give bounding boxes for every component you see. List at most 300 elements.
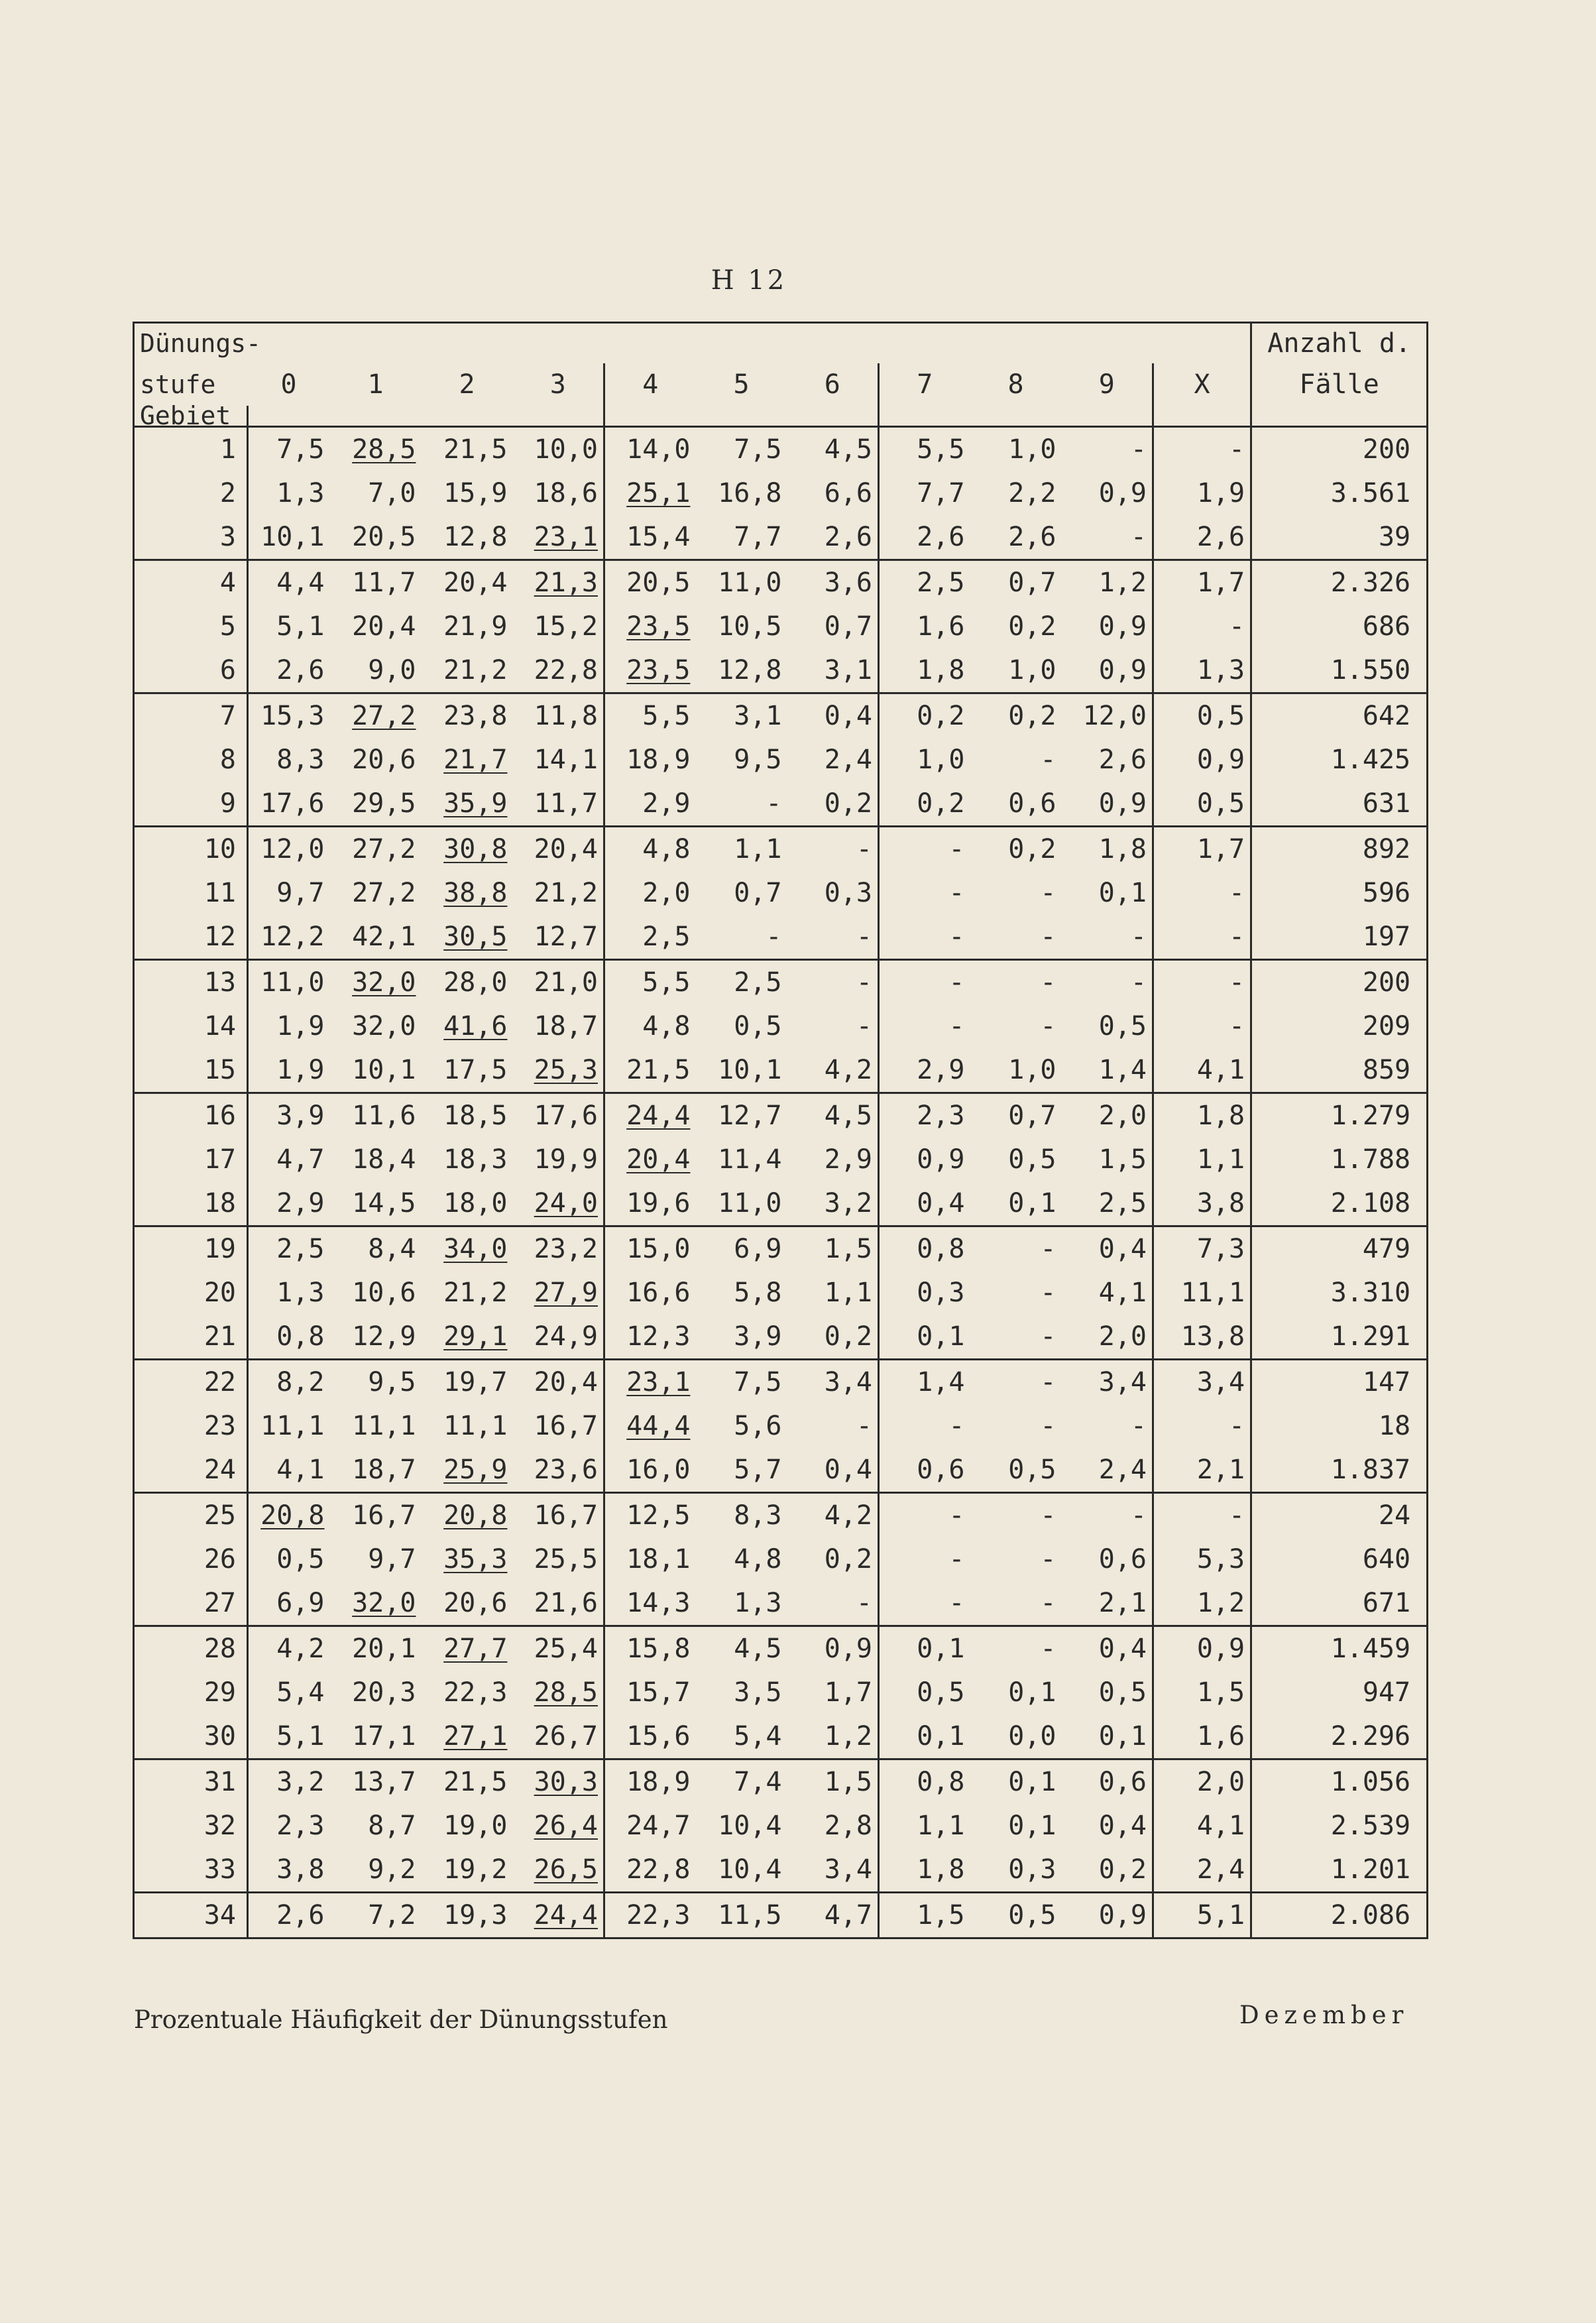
modal-value: 25,3 — [534, 1055, 598, 1085]
frequency-cell — [879, 1181, 970, 1226]
area-number: 1 — [134, 427, 248, 472]
value: 26,7 — [534, 1721, 598, 1752]
value: 21,5 — [443, 434, 508, 465]
value: 17,5 — [443, 1055, 508, 1085]
frequency-cell — [248, 1448, 330, 1493]
frequency-cell — [879, 1271, 970, 1315]
case-count: 3.310 — [1251, 1271, 1428, 1315]
value: 0,2 — [1098, 1854, 1147, 1885]
value: 0,2 — [917, 788, 965, 819]
value: - — [1130, 1500, 1147, 1531]
table-row — [134, 1360, 1428, 1405]
area-header-label: Gebiet — [134, 406, 248, 427]
frequency-cell — [970, 1404, 1062, 1448]
value: 11,4 — [718, 1144, 782, 1175]
value: - — [1229, 611, 1245, 642]
value: 0,5 — [1196, 788, 1245, 819]
value: 1,5 — [917, 1900, 965, 1931]
frequency-cell — [422, 1671, 513, 1714]
frequency-cell — [248, 871, 330, 915]
value: 2,5 — [642, 922, 691, 952]
frequency-cell — [248, 960, 330, 1005]
value: - — [856, 1011, 872, 1042]
value: 5,3 — [1196, 1544, 1245, 1575]
frequency-cell — [330, 1759, 422, 1805]
value: 21,2 — [443, 655, 508, 685]
value: 2,6 — [917, 522, 965, 552]
frequency-cell — [1153, 1181, 1251, 1226]
frequency-cell — [879, 915, 970, 960]
value: 5,1 — [1196, 1900, 1245, 1931]
frequency-cell — [970, 1893, 1062, 1938]
frequency-cell — [1153, 915, 1251, 960]
frequency-cell — [604, 1848, 696, 1893]
frequency-cell — [1062, 782, 1153, 827]
frequency-cell — [1062, 1893, 1153, 1938]
value: 5,5 — [642, 701, 691, 731]
frequency-cell — [696, 1048, 787, 1093]
value: 6,9 — [276, 1588, 325, 1618]
frequency-cell — [787, 605, 879, 648]
column-header: X — [1153, 363, 1251, 406]
frequency-cell — [787, 693, 879, 739]
value: 4,5 — [824, 1101, 872, 1131]
frequency-cell — [1153, 782, 1251, 827]
modal-value: 35,3 — [443, 1544, 508, 1575]
modal-value: 26,5 — [534, 1854, 598, 1885]
modal-value: 25,1 — [626, 478, 691, 508]
frequency-cell — [879, 1048, 970, 1093]
value: 2,9 — [276, 1188, 325, 1219]
table-row — [134, 605, 1428, 648]
value: 14,1 — [534, 745, 598, 775]
value: 0,9 — [1098, 1900, 1147, 1931]
frequency-cell — [970, 915, 1062, 960]
value: 12,7 — [718, 1101, 782, 1131]
value: 18,3 — [443, 1144, 508, 1175]
frequency-cell — [787, 515, 879, 560]
value: 12,8 — [718, 655, 782, 685]
value: 0,5 — [734, 1011, 782, 1042]
value: - — [1229, 1011, 1245, 1042]
frequency-cell — [970, 1581, 1062, 1626]
value: 2,1 — [1098, 1588, 1147, 1618]
frequency-cell — [787, 1226, 879, 1272]
frequency-cell — [787, 871, 879, 915]
value: 11,6 — [352, 1101, 416, 1131]
frequency-cell — [1062, 1671, 1153, 1714]
table-row — [134, 515, 1428, 560]
frequency-cell — [1153, 960, 1251, 1005]
frequency-cell — [604, 960, 696, 1005]
frequency-cell — [787, 1360, 879, 1405]
frequency-cell — [330, 605, 422, 648]
case-count: 596 — [1251, 871, 1428, 915]
frequency-cell — [696, 471, 787, 515]
value: 4,1 — [276, 1455, 325, 1485]
frequency-cell — [604, 1804, 696, 1848]
value: 5,8 — [734, 1278, 782, 1308]
frequency-cell — [696, 560, 787, 605]
value: 15,8 — [626, 1634, 691, 1664]
case-count: 640 — [1251, 1537, 1428, 1581]
value: 1,0 — [1008, 655, 1056, 685]
frequency-cell — [422, 560, 513, 605]
value: 3,1 — [824, 655, 872, 685]
frequency-cell — [330, 827, 422, 872]
frequency-cell — [604, 560, 696, 605]
table-row — [134, 1493, 1428, 1538]
value: 1,3 — [734, 1588, 782, 1618]
frequency-cell — [970, 1804, 1062, 1848]
frequency-cell — [1153, 1226, 1251, 1272]
value: 16,7 — [534, 1500, 598, 1531]
value: 0,1 — [1098, 878, 1147, 908]
table-row — [134, 1226, 1428, 1272]
frequency-cell — [1153, 515, 1251, 560]
table-caption: Prozentuale Häufigkeit der Dünungsstufen — [134, 2005, 668, 2034]
frequency-cell — [330, 1893, 422, 1938]
frequency-cell — [1153, 1626, 1251, 1671]
value: - — [1040, 1544, 1056, 1575]
area-number: 34 — [134, 1893, 248, 1938]
value: 0,5 — [1008, 1144, 1056, 1175]
area-number: 5 — [134, 605, 248, 648]
frequency-cell — [970, 1759, 1062, 1805]
value: 1,2 — [1196, 1588, 1245, 1618]
frequency-cell — [879, 827, 970, 872]
value: 29,5 — [352, 788, 416, 819]
value: 1,2 — [824, 1721, 872, 1752]
frequency-cell — [696, 827, 787, 872]
frequency-cell — [696, 1138, 787, 1181]
frequency-cell — [604, 1893, 696, 1938]
frequency-cell — [1062, 1271, 1153, 1315]
table-row — [134, 1759, 1428, 1805]
value: 18,0 — [443, 1188, 508, 1219]
page-title: H 12 — [711, 265, 787, 296]
modal-value: 30,3 — [534, 1767, 598, 1797]
value: - — [1229, 967, 1245, 998]
area-number: 18 — [134, 1181, 248, 1226]
frequency-cell — [696, 1581, 787, 1626]
value: 0,2 — [1008, 701, 1056, 731]
value: - — [766, 788, 782, 819]
frequency-cell — [1062, 1093, 1153, 1138]
frequency-cell — [970, 1004, 1062, 1048]
column-header: 3 — [549, 369, 566, 400]
value: 12,9 — [352, 1321, 416, 1352]
value: 2,6 — [276, 1900, 325, 1931]
frequency-cell — [787, 1181, 879, 1226]
table-row — [134, 560, 1428, 605]
area-number: 26 — [134, 1537, 248, 1581]
value: 0,5 — [1008, 1900, 1056, 1931]
frequency-cell — [513, 560, 604, 605]
value: 0,5 — [1008, 1455, 1056, 1485]
frequency-cell — [696, 1315, 787, 1360]
value: 8,3 — [276, 745, 325, 775]
frequency-cell — [696, 782, 787, 827]
frequency-cell — [1153, 1848, 1251, 1893]
value: 2,0 — [1098, 1101, 1147, 1131]
frequency-cell — [513, 738, 604, 782]
frequency-cell — [422, 1714, 513, 1759]
value: 0,4 — [1098, 1811, 1147, 1841]
frequency-cell — [330, 648, 422, 693]
table-row — [134, 1848, 1428, 1893]
frequency-cell — [696, 915, 787, 960]
value: - — [766, 922, 782, 952]
frequency-cell — [1062, 1714, 1153, 1759]
value: 16,6 — [626, 1278, 691, 1308]
frequency-cell — [604, 1138, 696, 1181]
frequency-cell — [248, 1714, 330, 1759]
frequency-cell — [422, 427, 513, 472]
value: 2,0 — [1098, 1321, 1147, 1352]
value: 12,0 — [1082, 701, 1147, 731]
value: 5,7 — [734, 1455, 782, 1485]
modal-value: 27,9 — [534, 1278, 598, 1308]
frequency-cell — [787, 1448, 879, 1493]
value: 21,2 — [534, 878, 598, 908]
value: 11,5 — [718, 1900, 782, 1931]
area-number: 2 — [134, 471, 248, 515]
case-count: 147 — [1251, 1360, 1428, 1405]
frequency-cell — [970, 1493, 1062, 1538]
case-count: 947 — [1251, 1671, 1428, 1714]
value: 1,0 — [917, 745, 965, 775]
frequency-cell — [787, 960, 879, 1005]
frequency-cell — [604, 1404, 696, 1448]
area-number: 22 — [134, 1360, 248, 1405]
area-number: 7 — [134, 693, 248, 739]
value: 2,2 — [1008, 478, 1056, 508]
value: 0,1 — [1008, 1677, 1056, 1708]
value: - — [856, 834, 872, 864]
value: 2,0 — [642, 878, 691, 908]
value: 9,7 — [368, 1544, 416, 1575]
area-number: 33 — [134, 1848, 248, 1893]
value: 3,6 — [824, 567, 872, 598]
frequency-cell — [513, 1360, 604, 1405]
frequency-cell — [330, 738, 422, 782]
value: 0,4 — [1098, 1634, 1147, 1664]
frequency-cell — [422, 1626, 513, 1671]
table-row — [134, 1893, 1428, 1938]
value: 16,8 — [718, 478, 782, 508]
frequency-cell — [248, 605, 330, 648]
frequency-cell — [604, 1448, 696, 1493]
value: 27,2 — [352, 834, 416, 864]
value: 0,6 — [1098, 1544, 1147, 1575]
frequency-cell — [248, 1181, 330, 1226]
modal-value: 27,1 — [443, 1721, 508, 1752]
value: - — [1040, 745, 1056, 775]
frequency-cell — [604, 471, 696, 515]
value: 4,7 — [824, 1900, 872, 1931]
frequency-cell — [1062, 515, 1153, 560]
value: 8,2 — [276, 1367, 325, 1398]
area-number: 30 — [134, 1714, 248, 1759]
frequency-cell — [1153, 427, 1251, 472]
frequency-cell — [604, 1581, 696, 1626]
value: 12,5 — [626, 1500, 691, 1531]
table-row — [134, 1181, 1428, 1226]
value: 4,2 — [276, 1634, 325, 1664]
value: 0,3 — [824, 878, 872, 908]
value: 20,6 — [443, 1588, 508, 1618]
case-count: 200 — [1251, 960, 1428, 1005]
frequency-cell — [970, 605, 1062, 648]
frequency-cell — [248, 738, 330, 782]
frequency-cell — [422, 1138, 513, 1181]
value: - — [856, 1411, 872, 1441]
value: 0,4 — [824, 701, 872, 731]
case-count: 1.279 — [1251, 1093, 1428, 1138]
frequency-cell — [1062, 871, 1153, 915]
value: - — [1040, 1411, 1056, 1441]
frequency-cell — [1062, 1181, 1153, 1226]
frequency-cell — [970, 1360, 1062, 1405]
frequency-cell — [513, 1671, 604, 1714]
frequency-cell — [513, 1093, 604, 1138]
value: 19,6 — [626, 1188, 691, 1219]
value: 4,8 — [642, 834, 691, 864]
modal-value: 28,5 — [534, 1677, 598, 1708]
value: 0,5 — [1196, 701, 1245, 731]
frequency-cell — [422, 782, 513, 827]
frequency-cell — [970, 560, 1062, 605]
frequency-cell — [422, 960, 513, 1005]
value: 28,0 — [443, 967, 508, 998]
frequency-cell — [422, 1404, 513, 1448]
value: 2,5 — [917, 567, 965, 598]
frequency-cell — [513, 1759, 604, 1805]
frequency-cell — [604, 871, 696, 915]
area-number: 32 — [134, 1804, 248, 1848]
value: 7,7 — [734, 522, 782, 552]
modal-value: 32,0 — [352, 967, 416, 998]
frequency-cell — [513, 1181, 604, 1226]
frequency-cell — [787, 1537, 879, 1581]
frequency-cell — [604, 1360, 696, 1405]
value: - — [1130, 522, 1147, 552]
frequency-cell — [787, 1714, 879, 1759]
value: 0,6 — [1098, 1767, 1147, 1797]
frequency-cell — [422, 827, 513, 872]
frequency-cell — [879, 648, 970, 693]
swell-frequency-table — [133, 322, 1428, 1939]
frequency-cell — [879, 1581, 970, 1626]
frequency-cell — [422, 1315, 513, 1360]
value: 13,7 — [352, 1767, 416, 1797]
frequency-cell — [248, 1360, 330, 1405]
value: 2,4 — [824, 745, 872, 775]
frequency-cell — [879, 1759, 970, 1805]
value: 4,2 — [824, 1500, 872, 1531]
frequency-cell — [696, 1626, 787, 1671]
frequency-cell — [696, 1226, 787, 1272]
frequency-cell — [513, 782, 604, 827]
value: 3,1 — [734, 701, 782, 731]
frequency-cell — [604, 1181, 696, 1226]
value: 11,0 — [718, 1188, 782, 1219]
value: 1,1 — [1196, 1144, 1245, 1175]
value: 4,1 — [1098, 1278, 1147, 1308]
value: 0,1 — [1098, 1721, 1147, 1752]
value: 1,8 — [1098, 834, 1147, 864]
value: 0,2 — [917, 701, 965, 731]
value: 3,4 — [1196, 1367, 1245, 1398]
frequency-cell — [1062, 827, 1153, 872]
modal-value: 20,8 — [260, 1500, 325, 1531]
frequency-cell — [604, 1671, 696, 1714]
value: 9,7 — [276, 878, 325, 908]
frequency-cell — [330, 1671, 422, 1714]
value: - — [1040, 967, 1056, 998]
value: 19,0 — [443, 1811, 508, 1841]
frequency-cell — [248, 1271, 330, 1315]
value: 9,0 — [368, 655, 416, 685]
value: 1,4 — [1098, 1055, 1147, 1085]
value: 8,4 — [368, 1234, 416, 1264]
value: 0,4 — [1098, 1234, 1147, 1264]
table-row — [134, 827, 1428, 872]
table-row — [134, 1448, 1428, 1493]
frequency-cell — [330, 1004, 422, 1048]
value: 0,5 — [276, 1544, 325, 1575]
value: 23,8 — [443, 701, 508, 731]
case-count: 892 — [1251, 827, 1428, 872]
frequency-cell — [879, 605, 970, 648]
value: 11,7 — [534, 788, 598, 819]
frequency-cell — [1153, 1448, 1251, 1493]
frequency-cell — [879, 1714, 970, 1759]
table-row — [134, 915, 1428, 960]
value: 1,8 — [1196, 1101, 1245, 1131]
value: - — [1229, 922, 1245, 952]
area-number: 16 — [134, 1093, 248, 1138]
frequency-cell — [970, 827, 1062, 872]
case-count: 18 — [1251, 1404, 1428, 1448]
column-header: 7 — [879, 363, 970, 406]
value: 10,0 — [534, 434, 598, 465]
area-number: 25 — [134, 1493, 248, 1538]
frequency-cell — [604, 427, 696, 472]
case-count: 642 — [1251, 693, 1428, 739]
value: 0,8 — [917, 1234, 965, 1264]
frequency-cell — [513, 1581, 604, 1626]
value: 1,2 — [1098, 567, 1147, 598]
frequency-cell — [330, 1581, 422, 1626]
case-count: 1.425 — [1251, 738, 1428, 782]
case-count: 1.837 — [1251, 1448, 1428, 1493]
frequency-cell — [879, 1626, 970, 1671]
table-row — [134, 1714, 1428, 1759]
value: 0,1 — [1008, 1188, 1056, 1219]
value: 4,1 — [1196, 1811, 1245, 1841]
table-row — [134, 738, 1428, 782]
frequency-cell — [330, 1360, 422, 1405]
value: 13,8 — [1180, 1321, 1245, 1352]
value: 21,6 — [534, 1588, 598, 1618]
frequency-cell — [1153, 1048, 1251, 1093]
frequency-cell — [422, 738, 513, 782]
frequency-cell — [330, 427, 422, 472]
frequency-cell — [330, 560, 422, 605]
frequency-cell — [696, 1181, 787, 1226]
